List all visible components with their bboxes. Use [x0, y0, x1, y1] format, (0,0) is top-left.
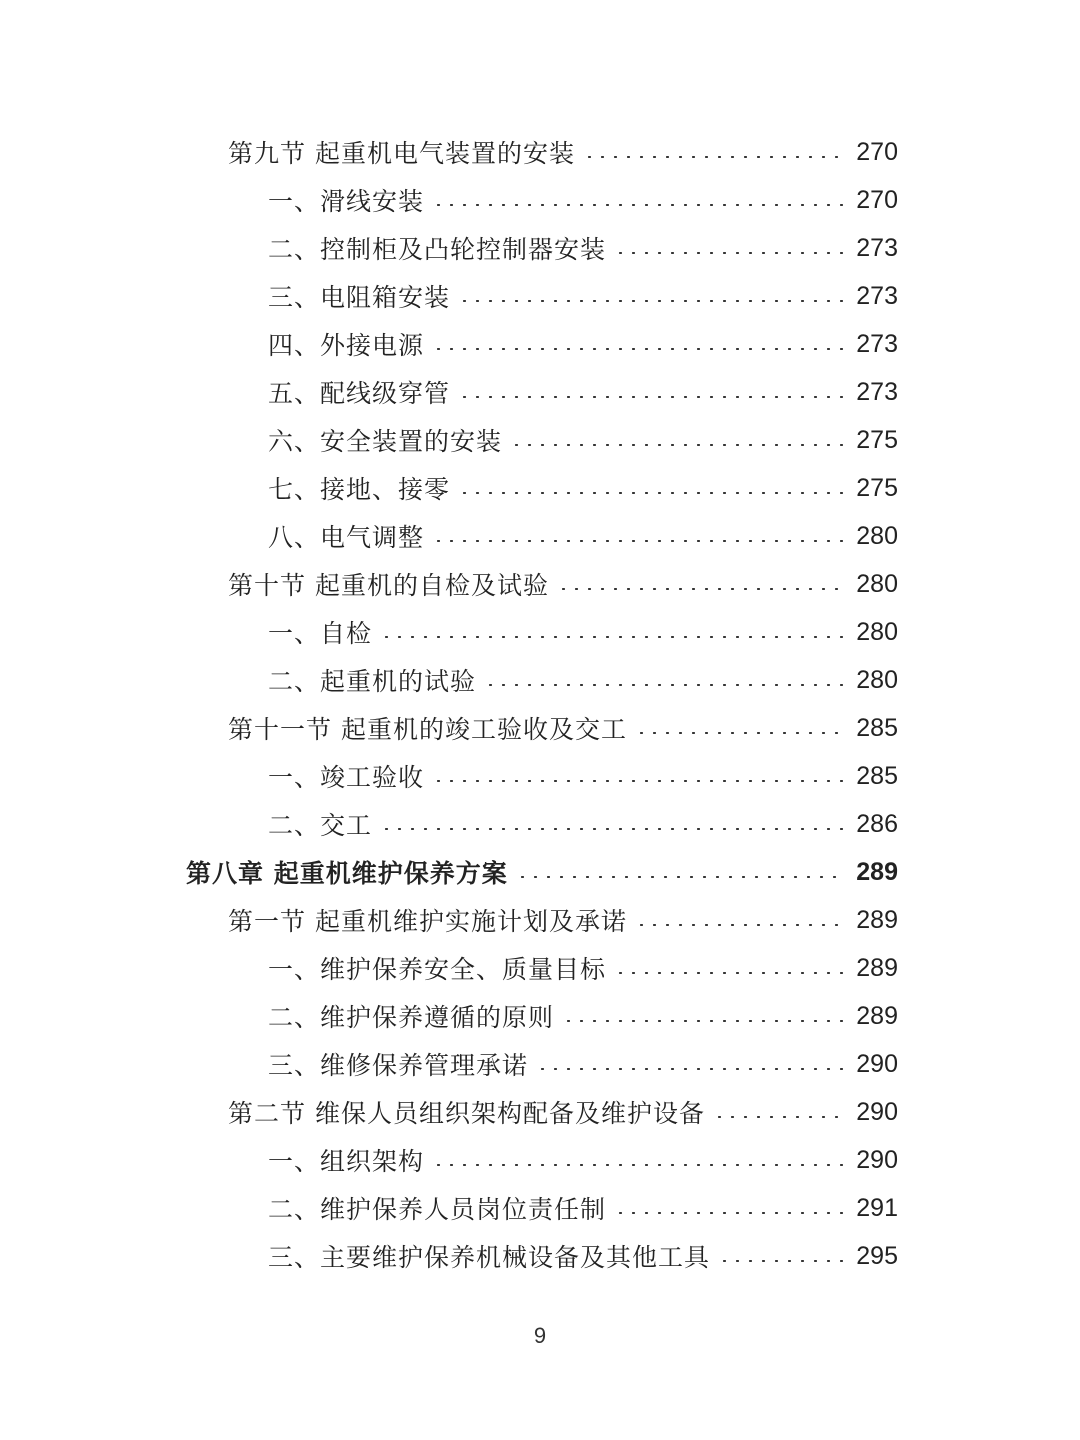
dot-leader [458, 396, 844, 398]
toc-subsection-entry[interactable] [0, 656, 1080, 704]
toc-entry-page: 291 [856, 1193, 898, 1222]
toc-entry-title: 三、电阻箱安装 [268, 283, 451, 312]
toc-entry-title: 第八章 起重机维护保养方案 [186, 859, 508, 888]
toc-entry-page: 280 [856, 569, 898, 598]
toc-entry-title: 二、控制柜及凸轮控制器安装 [268, 235, 607, 264]
toc-entry-page: 286 [856, 809, 898, 838]
toc-subsection-entry[interactable] [0, 944, 1080, 992]
toc-section-entry[interactable] [0, 560, 1080, 608]
toc-entry-title: 六、安全装置的安装 [268, 427, 503, 456]
toc-subsection-entry[interactable] [0, 1040, 1080, 1088]
toc-entry-title: 一、竣工验收 [268, 763, 425, 792]
toc-entry-page: 280 [856, 617, 898, 646]
dot-leader [458, 492, 844, 494]
toc-subsection-entry[interactable] [0, 1136, 1080, 1184]
dot-leader [432, 204, 844, 206]
toc-entry-title: 五、配线级穿管 [268, 379, 451, 408]
dot-leader [432, 780, 844, 782]
toc-section-entry[interactable] [0, 128, 1080, 176]
toc-entry-title: 二、起重机的试验 [268, 667, 477, 696]
dot-leader [635, 924, 844, 926]
toc-entry-title: 二、维护保养人员岗位责任制 [268, 1195, 607, 1224]
toc-entry-page: 285 [856, 761, 898, 790]
toc-entry-page: 290 [856, 1145, 898, 1174]
toc-section-entry[interactable] [0, 896, 1080, 944]
toc-entry-title: 三、主要维护保养机械设备及其他工具 [268, 1243, 711, 1272]
dot-leader [718, 1260, 844, 1262]
toc-subsection-entry[interactable] [0, 512, 1080, 560]
dot-leader [380, 828, 844, 830]
toc-subsection-entry[interactable] [0, 1232, 1080, 1280]
page-number: 9 [533, 1323, 547, 1348]
toc-entry-title: 七、接地、接零 [268, 475, 451, 504]
toc-subsection-entry[interactable] [0, 272, 1080, 320]
dot-leader [458, 300, 844, 302]
toc-entry-page: 273 [856, 233, 898, 262]
dot-leader [557, 588, 844, 590]
dot-leader [432, 540, 844, 542]
toc-entry-title: 第九节 起重机电气装置的安装 [228, 139, 575, 168]
dot-leader [484, 684, 844, 686]
table-of-contents [0, 128, 1080, 1280]
toc-entry-page: 270 [856, 185, 898, 214]
toc-section-entry[interactable] [0, 704, 1080, 752]
toc-entry-page: 295 [856, 1241, 898, 1270]
dot-leader [614, 1212, 844, 1214]
dot-leader [536, 1068, 844, 1070]
toc-entry-page: 273 [856, 281, 898, 310]
toc-entry-page: 285 [856, 713, 898, 742]
toc-entry-title: 一、组织架构 [268, 1147, 425, 1176]
toc-entry-title: 四、外接电源 [268, 331, 425, 360]
toc-entry-title: 八、电气调整 [268, 523, 425, 552]
dot-leader [583, 156, 844, 158]
toc-entry-title: 二、维护保养遵循的原则 [268, 1003, 555, 1032]
toc-subsection-entry[interactable] [0, 224, 1080, 272]
toc-subsection-entry[interactable] [0, 320, 1080, 368]
toc-subsection-entry[interactable] [0, 368, 1080, 416]
toc-entry-title: 第十节 起重机的自检及试验 [228, 571, 549, 600]
toc-subsection-entry[interactable] [0, 608, 1080, 656]
toc-subsection-entry[interactable] [0, 416, 1080, 464]
toc-entry-page: 289 [856, 857, 898, 886]
toc-entry-page: 290 [856, 1097, 898, 1126]
toc-entry-title: 三、维修保养管理承诺 [268, 1051, 529, 1080]
toc-subsection-entry[interactable] [0, 752, 1080, 800]
toc-entry-page: 275 [856, 425, 898, 454]
dot-leader [516, 876, 845, 878]
toc-entry-page: 289 [856, 1001, 898, 1030]
dot-leader [614, 252, 844, 254]
toc-entry-page: 275 [856, 473, 898, 502]
dot-leader [562, 1020, 844, 1022]
dot-leader [432, 1164, 844, 1166]
dot-leader [510, 444, 844, 446]
toc-entry-title: 一、自检 [268, 619, 373, 648]
toc-subsection-entry[interactable] [0, 464, 1080, 512]
toc-section-entry[interactable] [0, 1088, 1080, 1136]
toc-entry-page: 290 [856, 1049, 898, 1078]
dot-leader [713, 1116, 844, 1118]
toc-entry-page: 273 [856, 377, 898, 406]
toc-entry-title: 第二节 维保人员组织架构配备及维护设备 [228, 1099, 705, 1128]
toc-chapter-entry[interactable] [0, 848, 1080, 896]
toc-entry-title: 一、滑线安装 [268, 187, 425, 216]
toc-subsection-entry[interactable] [0, 800, 1080, 848]
toc-subsection-entry[interactable] [0, 992, 1080, 1040]
toc-entry-title: 第十一节 起重机的竣工验收及交工 [228, 715, 627, 744]
toc-entry-page: 270 [856, 137, 898, 166]
toc-entry-title: 二、交工 [268, 811, 373, 840]
dot-leader [432, 348, 844, 350]
dot-leader [380, 636, 844, 638]
toc-entry-title: 一、维护保养安全、质量目标 [268, 955, 607, 984]
toc-entry-page: 289 [856, 905, 898, 934]
toc-entry-page: 289 [856, 953, 898, 982]
toc-entry-title: 第一节 起重机维护实施计划及承诺 [228, 907, 627, 936]
toc-entry-page: 280 [856, 665, 898, 694]
dot-leader [614, 972, 844, 974]
toc-subsection-entry[interactable] [0, 1184, 1080, 1232]
toc-entry-page: 280 [856, 521, 898, 550]
toc-subsection-entry[interactable] [0, 176, 1080, 224]
toc-entry-page: 273 [856, 329, 898, 358]
dot-leader [635, 732, 844, 734]
